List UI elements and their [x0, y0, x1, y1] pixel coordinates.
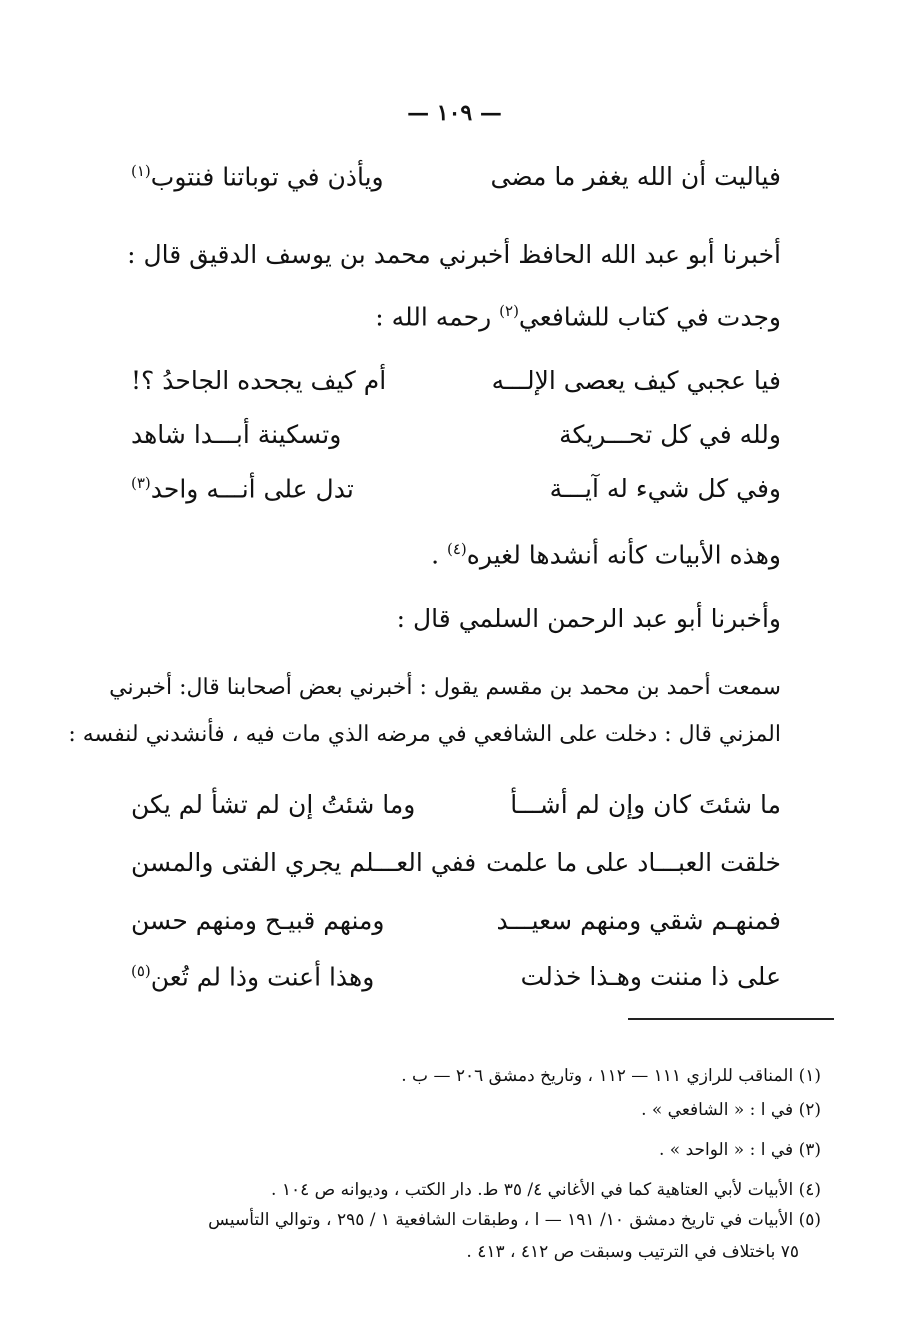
verse-hemistich-second: ومنهم قبيـح ومنهم حسن	[131, 906, 385, 935]
verse-hemistich-first: فيا عجبي كيف يعصى الإلـــه	[491, 366, 781, 395]
text-line: وأخبرنا أبو عبد الرحمن السلمي قال :	[396, 604, 781, 633]
verse-hemistich-second: تدل على أنـــه واحد$^{(٣)}$	[131, 474, 354, 504]
verse-line	[131, 366, 781, 396]
text-line: المزني قال : دخلت على الشافعي في مرضه الذي مات فيه ، فأنشدني لنفسه :	[68, 722, 781, 747]
text-line: أخبرنا أبو عبد الله الحافظ أخبرني محمد بن يوسف الدقيق قال :	[127, 240, 781, 269]
footnote: (٢) في ا : « الشافعي » .	[641, 1100, 821, 1120]
footnote-marker: (٢)	[499, 302, 519, 320]
verse-hemistich-second: وما شئتُ إن لم تشأ لم يكن	[131, 790, 416, 819]
text-line: وجدت في كتاب للشافعي$^{(٢)}$ رحمه الله :	[375, 302, 781, 332]
text-line: سمعت أحمد بن محمد بن مقسم يقول : أخبرني بعض أصحابنا قال: أخبرني	[109, 675, 781, 700]
verse-line	[131, 906, 781, 936]
verse-hemistich-first: وفي كل شيء له آيـــة	[549, 474, 781, 503]
verse-hemistich-first: فمنهـم شقي ومنهم سعيـــد	[496, 906, 781, 935]
verse-line	[131, 162, 781, 192]
verse-hemistich-first: ولله في كل تحـــريكة	[559, 420, 781, 449]
verse-hemistich-first: على ذا مننت وهـذا خذلت	[520, 962, 781, 991]
verse-hemistich-first: خلقت العبـــاد على ما علمت	[486, 848, 781, 877]
footnote: (٤) الأبيات لأبي العتاهية كما في الأغاني ٤/ ٣٥ ط. دار الكتب ، وديوانه ص ١٠٤ .	[271, 1180, 821, 1200]
footnote: ٧٥ باختلاف في الترتيب وسبقت ص ٤١٢ ، ٤١٣ .	[466, 1242, 799, 1262]
verse-hemistich-second: أم كيف يجحده الجاحدُ ؟!	[131, 366, 387, 395]
verse-line	[131, 962, 781, 992]
text-line: وهذه الأبيات كأنه أنشدها لغيره$^{(٤)}$ .	[431, 540, 781, 570]
verse-line	[131, 420, 781, 450]
footnote-marker: (٥)	[131, 962, 151, 980]
verse-hemistich-second: وهذا أعنت وذا لم تُعن$^{(٥)}$	[131, 962, 375, 992]
verse-hemistich-first: ما شئتَ كان وإن لم أشـــأ	[510, 790, 781, 819]
page-number: — ١٠٩ —	[407, 100, 502, 126]
verse-hemistich-second: ففي العـــلم يجري الفتى والمسن	[131, 848, 477, 877]
verse-line	[131, 848, 781, 878]
footnote-marker: (٣)	[131, 474, 151, 492]
verse-line	[131, 790, 781, 820]
footnote: (١) المناقب للرازي ١١١ — ١١٢ ، وتاريخ دمشق ٢٠٦ — ب .	[401, 1066, 821, 1086]
verse-hemistich-second: وتسكينة أبـــدا شاهد	[131, 420, 342, 449]
footnote-marker: (٤)	[446, 540, 467, 558]
verse-hemistich-second: ويأذن في توباتنا فنتوب$^{(١)}$	[131, 162, 384, 192]
footnote: (٣) في ا : « الواحد » .	[658, 1140, 821, 1160]
verse-hemistich-first: فياليت أن الله يغفر ما مضى	[490, 162, 781, 191]
verse-line	[131, 474, 781, 504]
footnote-marker: (١)	[131, 162, 151, 180]
footnote: (٥) الأبيات في تاريخ دمشق ١٠/ ١٩١ — ا ، وطبقات الشافعية ١ / ٢٩٥ ، وتوالي التأسيس	[208, 1210, 821, 1230]
footnote-divider	[628, 1018, 834, 1020]
